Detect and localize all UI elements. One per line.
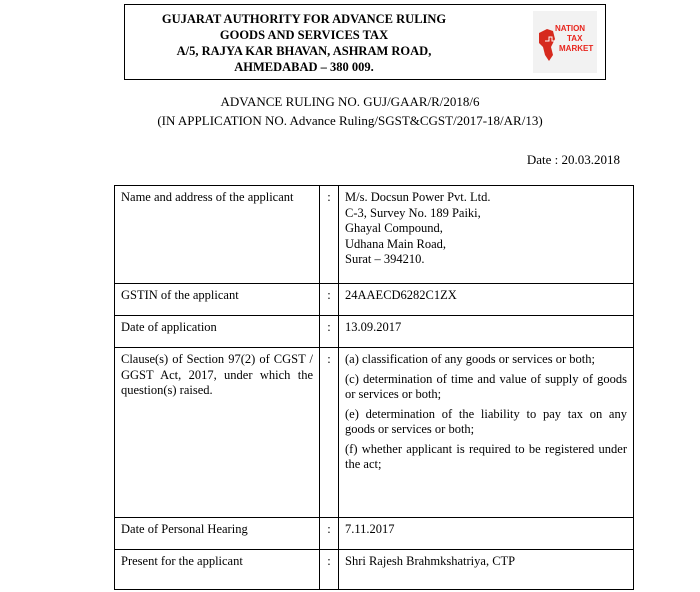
date-of-application-label: Date of application <box>115 316 320 348</box>
table-row <box>115 186 634 284</box>
present-for-applicant-label: Present for the applicant <box>115 550 320 590</box>
clause-item: (e) determination of the liability to pay tax on any goods or services or both; <box>345 406 627 436</box>
clause-item: (a) classification of any goods or services or both; <box>345 352 595 366</box>
colon: : <box>320 186 339 284</box>
table-row <box>115 348 634 518</box>
personal-hearing-value: 7.11.2017 <box>339 518 634 550</box>
address-line: Udhana Main Road, <box>345 236 447 251</box>
table-row <box>115 316 634 348</box>
colon: : <box>320 284 339 316</box>
authority-line: A/5, RAJYA KAR BHAVAN, ASHRAM ROAD, <box>176 44 432 58</box>
logo-line: MARKET <box>559 44 594 53</box>
table-row <box>115 550 634 590</box>
clause-item: (c) determination of time and value of supply of goods or services or both; <box>345 371 627 401</box>
authority-line: GUJARAT AUTHORITY FOR ADVANCE RULING <box>161 12 447 26</box>
personal-hearing-label: Date of Personal Hearing <box>115 518 320 550</box>
name-address-value <box>339 186 634 284</box>
gstin-label: GSTIN of the applicant <box>115 284 320 316</box>
colon: : <box>320 550 339 590</box>
clauses-label: Clause(s) of Section 97(2) of CGST / GGST Act, 2017, under which the question(s) raised. <box>115 348 320 518</box>
applicant-details-table <box>114 185 634 590</box>
present-for-applicant-value: Shri Rajesh Brahmkshatriya, CTP <box>339 550 634 590</box>
authority-line: GOODS AND SERVICES TAX <box>219 28 389 42</box>
address-line: C-3, Survey No. 189 Paiki, <box>345 205 481 220</box>
colon: : <box>320 316 339 348</box>
colon: : <box>320 348 339 518</box>
application-number: (IN APPLICATION NO. Advance Ruling/SGST&CGST/2017-18/AR/13) <box>157 113 543 128</box>
date-of-application-value: 13.09.2017 <box>339 316 634 348</box>
logo-line: NATION <box>555 24 586 33</box>
address-line: M/s. Docsun Power Pvt. Ltd. <box>345 190 491 204</box>
gstin-value: 24AAECD6282C1ZX <box>339 284 634 316</box>
name-address-label: Name and address of the applicant <box>115 186 320 284</box>
ruling-number: ADVANCE RULING NO. GUJ/GAAR/R/2018/6 <box>220 94 480 109</box>
nation-tax-market-logo <box>533 11 597 73</box>
address-line: Ghayal Compound, <box>345 221 443 235</box>
clause-item: (f) whether applicant is required to be registered under the act; <box>345 441 627 471</box>
authority-line: AHMEDABAD – 380 009. <box>234 60 374 74</box>
authority-header <box>124 4 606 80</box>
ruling-date: Date : 20.03.2018 <box>526 152 620 167</box>
logo-line: TAX <box>567 34 583 43</box>
table-row <box>115 518 634 550</box>
address-line: Surat – 394210. <box>345 252 425 266</box>
clauses-value <box>339 348 634 518</box>
authority-name <box>125 11 483 75</box>
colon: : <box>320 518 339 550</box>
table-row <box>115 284 634 316</box>
